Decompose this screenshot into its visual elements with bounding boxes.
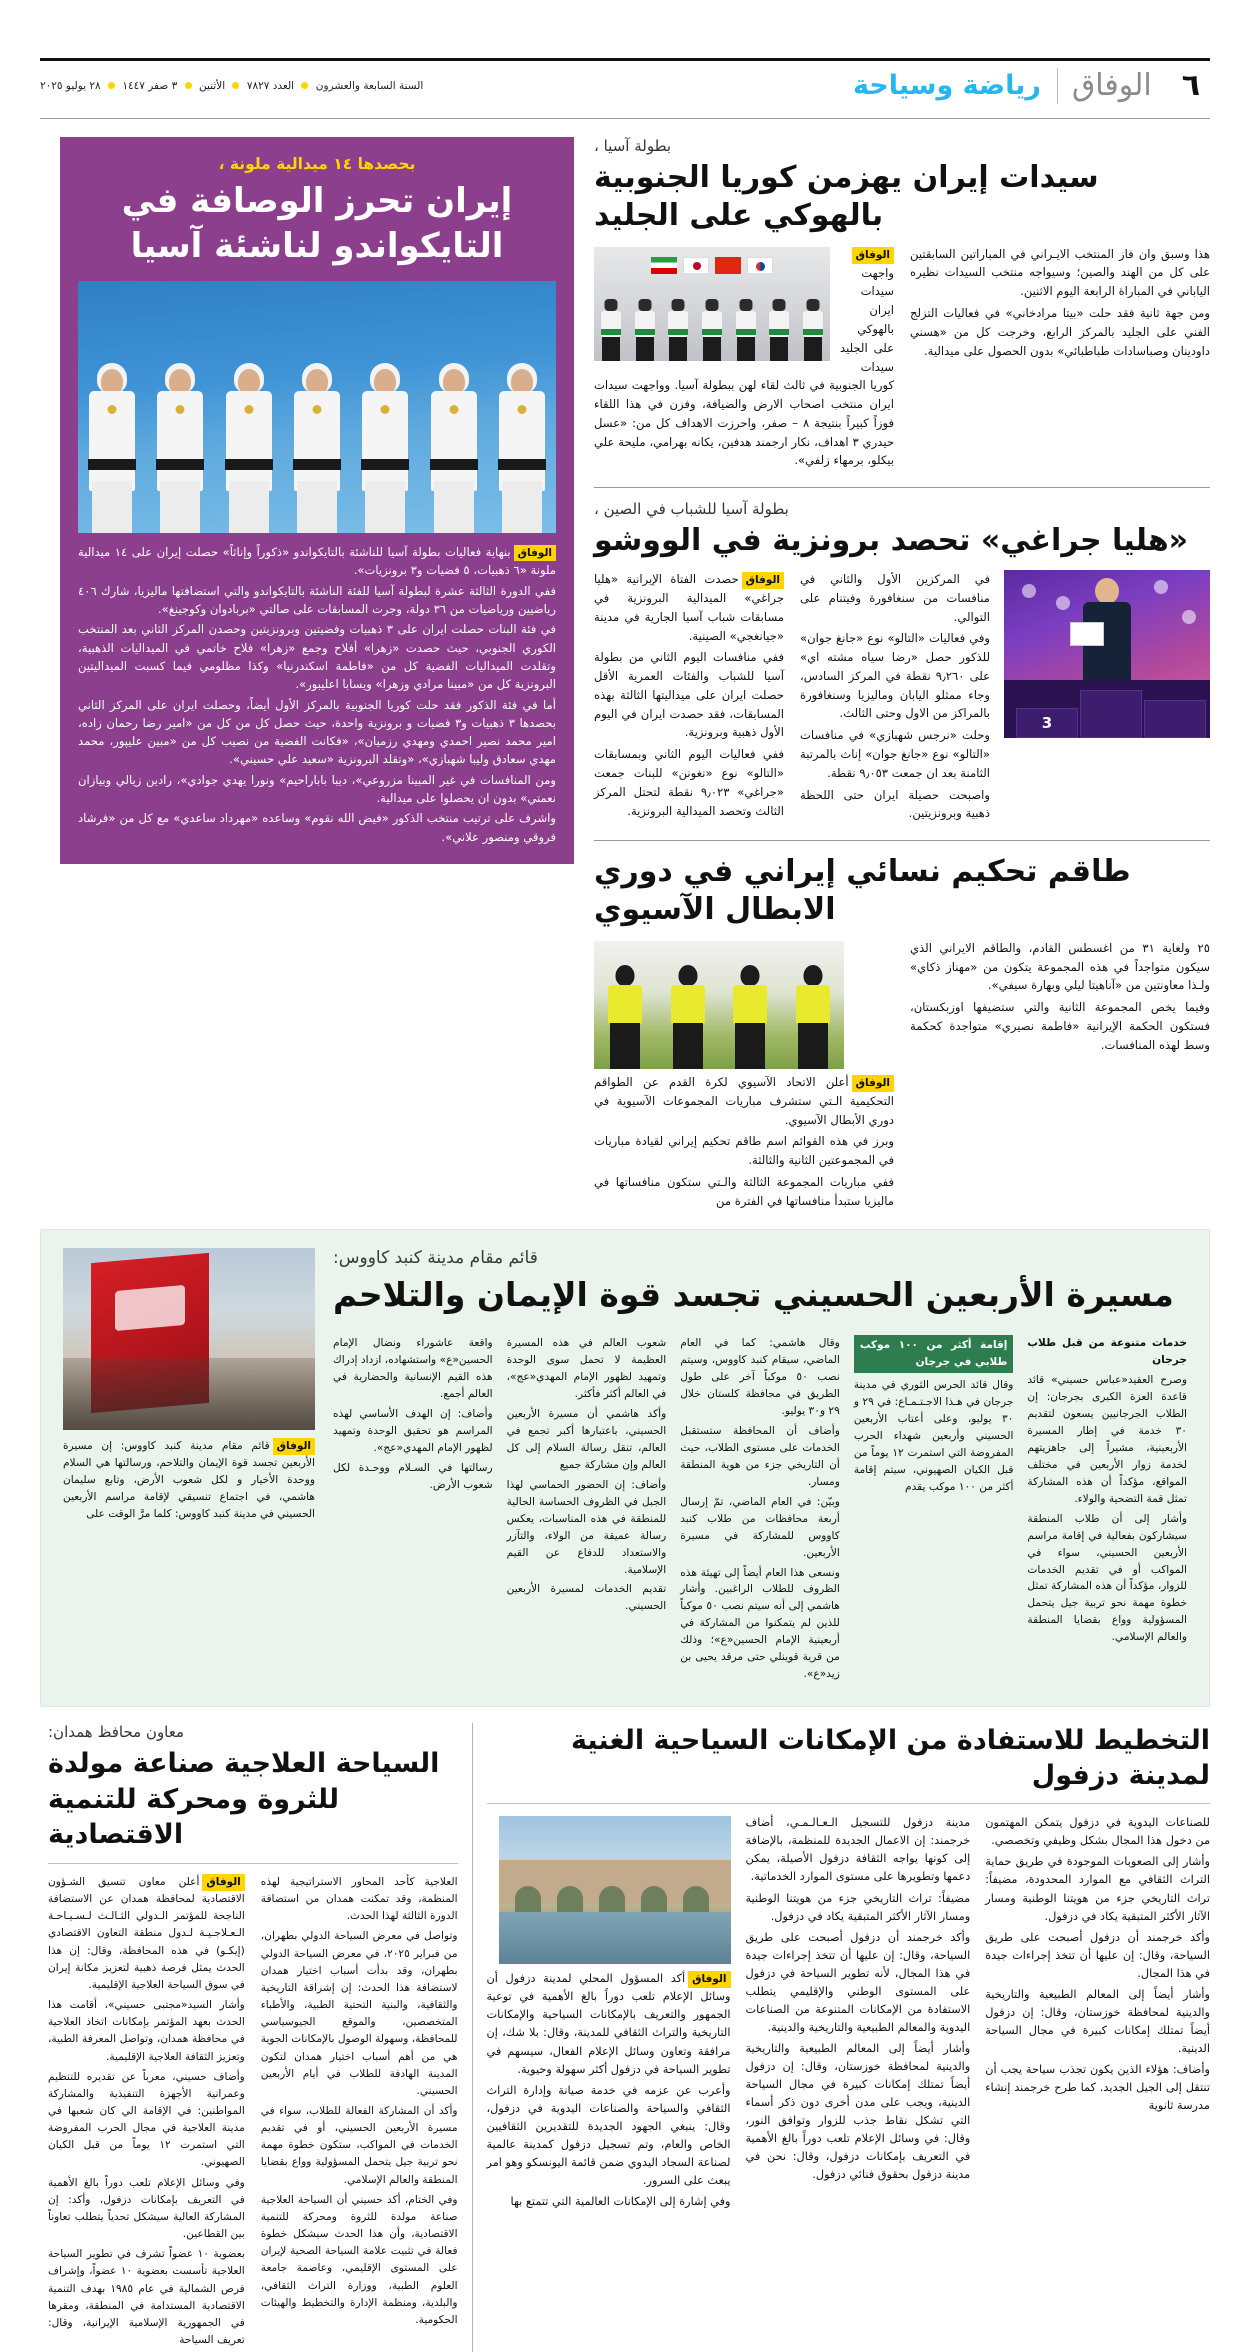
- paragraph: وبرز في هذه القوائم اسم طاقم تحكيم إيراني لقيادة مباريات في المجموعتين الثانية والثالثة.: [594, 1134, 894, 1168]
- article-hockey-col-right: [594, 245, 894, 474]
- hockey-player: [667, 299, 689, 361]
- paragraph: وأكد خرجمند أن دزفول أصبحت على طريق السياحة، وقال: إن عليها أن تتخذ إجراءات جيدة في هذا المجال.: [985, 1930, 1210, 1980]
- paragraph: [594, 570, 784, 645]
- taekwondo-athlete: [359, 363, 411, 533]
- paragraph-text: أعلن معاون تنسيق الشـؤون الاقتصادية لمحافظة همدان عن الاستضافة الناجحة للمؤتمر الـدولي الثـالـث لـسـيـاحـة الـعـلاجـيـة لـدول منطقة التعاون الاقتصادي (إيكـو) في هذه المحافظة، وقال: إن هذا الحدث يمثل فرصة ذهبية لتعزيز مكانة إيران في سوق السياحة العلاجية الإقليمية.: [48, 1875, 245, 1991]
- arbaeen-subhead-label: إقامة أكثر من ١٠٠ موكب طلابي في جرجان: [854, 1335, 1014, 1373]
- referees-group: [594, 957, 844, 1069]
- paragraph: واقعة عاشوراء ونضال الإمام الحسين«ع» واستشهاده، ازداد إدراك هذه القيم الإنسانية والحضارية في العالم أجمع.: [333, 1337, 493, 1401]
- referee-figure: [605, 965, 645, 1069]
- article-hamadan-col-1: [261, 1874, 458, 2352]
- arbaeen-body: [333, 1335, 1187, 1686]
- flag-south-korea-icon: [747, 257, 773, 274]
- podium-place-1: [1080, 690, 1142, 738]
- vefagh-byline-badge: الوفاق: [688, 1971, 730, 1988]
- arbaeen-col-4: [507, 1335, 667, 1686]
- article-dezful-col-2: [746, 1814, 971, 2214]
- paragraph: وحلت «نرجس شهبازي» في منافسات «التالو» نوع «جانغ جوان» إناث بالمرتبة الثامنة بعد ان جمعت ٩٫٠٥٣ نقطة.: [800, 728, 990, 780]
- stage-light-icon: [1022, 584, 1036, 598]
- paragraph: في المركزين الأول والثاني في منافسات من سنغافورة وفيتنام على التوالي.: [800, 571, 990, 624]
- article-hockey-col-left: [910, 245, 1210, 474]
- paragraph-text: واجهت سيدات ايران بالهوكي على الجليد سيدات كوريا الجنوبية في ثالث لقاء لهن ببطولة آسيا. وواجهت سيدات ايران منتخب اصحاب الارض والضيافة، وفزن في هذا اللقاء فوزاً كبيراً بنتيجة ٨ – صفر، واحرزت الاهداف كل من: «عسل حيدري ٣ اهداف، نكار ارجمند هدفين، يكانه بهرامي، مليحة علي بيكلو، برمهاء زلفي».: [594, 265, 894, 468]
- article-hockey-headline: سيدات إيران يهزمن كوريا الجنوبية بالهوكي على الجليد: [594, 160, 1099, 233]
- paragraph: خدمات متنوعة من قبل طلاب جرجان: [1027, 1337, 1187, 1367]
- page-number: ٦: [1181, 67, 1200, 103]
- headline-rule: [48, 1863, 458, 1864]
- flag-iran-icon: [651, 257, 677, 274]
- separator-dot-icon: [232, 82, 239, 89]
- article-dezful-headline: التخطيط للاستفادة من الإمكانات السياحية الغنية لمدينة دزفول: [571, 1725, 1210, 1792]
- article-wushu-col-right: [594, 570, 784, 826]
- paragraph: واصبحت حصيلة ايران حتى اللحظة ذهبية وبرونزيتين.: [800, 787, 990, 821]
- flag-china-icon: [715, 257, 741, 274]
- referee-figure: [730, 965, 770, 1069]
- paragraph: وأشار أيضاً إلى المعالم الطبيعية والتاريخية والدينية لمحافظة خوزستان، وقال: إن دزفول أيضاً تمتلك إمكانات كبيرة في مجال السياحة الدينية.: [985, 1987, 1210, 2055]
- article-separator: [594, 487, 1210, 488]
- feature-taekwondo: [60, 137, 574, 864]
- river-water: [499, 1912, 731, 1964]
- arbaeen-kicker: قائم مقام مدينة كنبد كاووس:: [333, 1248, 538, 1269]
- paragraph: وأضاف: هؤلاء الذين يكون تجذب سياحة يجب أن تنتقل إلى الجيل الجديد. كما طرح خرجمند إنشاء مدرسة ثانوية: [985, 2063, 1210, 2113]
- athlete-figure: [1076, 578, 1138, 682]
- arbaeen-headline: مسيرة الأربعين الحسيني تجسد قوة الإيمان والتلاحم: [333, 1275, 1174, 1315]
- article-hamadan-headline: السياحة العلاجية صناعة مولدة للثروة ومحركة للتنمية الاقتصادية: [48, 1748, 440, 1851]
- paragraph: وأكد خرجمند أن دزفول أصبحت على طريق السياحة، وقال: إن عليها أن تتخذ إجراءات جيدة في هذا المجال، لأنه تطوير السياحة في دزفول على المستوى الوطني والإقليمي يتطلب الاستفادة من الإمكانات المتنوعة من الصناعات اليدوية والمعالم الطبيعية والتاريخية والدينية.: [745, 1930, 971, 2034]
- arbaeen-col-1: [1027, 1335, 1187, 1686]
- issue-weekday: الأثنين: [198, 79, 226, 92]
- paragraph: وأضاف أن المحافظة ستستقبل الخدمات على مستوى الطلاب، حيث أن التاريخي جزء من هوية المنطقة ومسار.: [680, 1425, 840, 1488]
- paragraph: وأكد أن المشاركة الفعالة للطلاب، سواء في مسيرة الأربعين الحسيني، أو في تقديم الخدمات في المواكب، ستكون خطوة مهمة نحو تربية جيل يتحمل المسؤولية وواع بقضايا المنطقة والعالم الإسلامي.: [260, 2104, 458, 2186]
- paragraph: ومن المنافسات في غير المبينا مزروعي»، ديبا باباراحيم» ونورا يهدي جوادي»، رادين زيالي وبيازان نعمتي» بدون ان يحصلوا على ميدالية.: [78, 772, 556, 806]
- paragraph: وقال قائد الحرس الثوري في مدينة جرجان في هـذا الاجـتـمـاع: في ٢٩ و ٣٠ يوليو، وعلى أعتاب الأربعين الحسيني وأربعين شهداء الحرب المفروضة التي استمرت ١٢ يوماً من قبل الكيان الصهيوني، سيتم إقامة أكثر من ١٠٠ موكب يقدم: [853, 1378, 1014, 1493]
- article-referee: [594, 853, 1210, 1213]
- hockey-player: [768, 299, 790, 361]
- stage-light-icon: [1056, 596, 1070, 610]
- paragraph: وأعرب عن عزمه في خدمة صيانة وإدارة التراث الثقافي والسياحة والصناعات اليدوية في دزفول، وقال: ينبغي الجهود الجديدة للتقديرين الثقافيين الخاص والعام، وتم تسجيل دزفول كمدينة عالمية لصناعة السجاد اليدوي ضمن قائمة اليونسكو وهو امر يبعث على السرور.: [486, 2083, 731, 2187]
- podium: [1004, 680, 1210, 738]
- article-dezful-body: [487, 1814, 1211, 2214]
- taekwondo-athlete: [428, 363, 480, 533]
- article-dezful-col-3: [487, 1814, 731, 2214]
- paragraph: وتواصل في معرض السياحة الدولي بطهران، من فبراير ٢٠٢٥، في معرض السياحة الدولي بطهران، وقد بدأت أسباب اختيار همدان لاستضافة هذا الحدث: إن إشراقة التاريخية والثقافية، والبنية التحتية الطبية، والأطباء المتخصصين، والموقع الجيوسياسي للمحافظة، وسهولة الوصول بالإمكانات الجوية هي من أهم أسباب اختيار همدان لتكون المدينة الهادفة للطلاب في أيام الأربعين الحسيني.: [260, 1930, 458, 2097]
- paragraph: وفي فعاليات «التالو» نوع «جانغ جوان» للذكور حصل «رضا سياه مشته اي» على ٩٫٢٦٠ نقطة في المركز السادس، وجاء ممثلو اليابان وماليزيا وسنغافورة بالمراكز من الاول وحتى الثالث.: [800, 631, 990, 721]
- paragraph-text: حصدت الفتاة الإيرانية «هليا جراغي» الميدالية البرونزية في مسابقات شباب آسيا الجارية في مدينة «جيانغجي» الصينية.: [594, 571, 784, 643]
- article-referee-body: [594, 939, 1210, 1214]
- paragraph: هذا وسبق وان فاز المنتخب الايـراني في المباراتين السابقتين على كل من الهند والصين؛ وسيواجه منتخب السيدات نظيره الياباني في المباراة الرابعة اليوم الاثنين.: [910, 246, 1210, 299]
- paragraph: ونسعى هذا العام أيضاً إلى تهيئة هذه الظروف للطلاب الراغبين. وأشار هاشمي إلى أنه سيتم نصب ٥٠ موكباً للذين لم يتمكنوا من المشاركة في أربعينية الإمام الحسين«ع»؛ وذلك من قرية قوينلي حتى مرقد يحيى بن زيد«ع».: [680, 1566, 840, 1681]
- hockey-player: [600, 299, 622, 361]
- newspaper-page: [0, 58, 1250, 2346]
- separator-dot-icon: [185, 82, 192, 89]
- stage-light-icon: [1154, 580, 1168, 594]
- issue-line: [40, 80, 423, 92]
- bridge-arch-icon: [683, 1886, 709, 1912]
- arbaeen-col-2: [854, 1335, 1014, 1686]
- feature-kicker: بحصدها ١٤ ميدالية ملونة ،: [218, 155, 416, 173]
- top-left-column: [588, 137, 1210, 1213]
- article-hamadan-kicker: معاون محافظ همدان:: [48, 1723, 185, 1742]
- top-right-column: [60, 137, 588, 1213]
- hockey-player: [735, 299, 757, 361]
- article-wushu-kicker: بطولة آسيا للشباب في الصين ،: [594, 500, 789, 519]
- photo-arbaeen-procession: [63, 1248, 315, 1430]
- paragraph: وفي وسائل الإعلام تلعب دوراً بالغ الأهمية في التعريف بإمكانات دزفول، وأكد: إن المشاركة العالية سيشكل تحدياً يتطلب تعاوناً بين القطاعين.: [48, 2176, 245, 2241]
- article-wushu-headline: «هليا جراغي» تحصد برونزية في الووشو: [594, 523, 1188, 559]
- paragraph: وأشار أيضاً إلى المعالم الطبيعية والتاريخية والدينية لمحافظة خوزستان، وقال: إن دزفول أيضاً تمتلك إمكانات كبيرة في مجال السياحة الدينية، ويجب على مدن أخرى دون ذكر أسماء التي تشكل نقاط جذب للزوار وتوافق النور، وقال: في وسائل الإعلام تلعب دوراً بالغ الأهمية في التعريف بإمكانات دزفول، وقال: نحن في مدينة دزفول بحقوق فنائي دزفول.: [745, 2042, 971, 2182]
- article-dezful-col-1: [985, 1814, 1210, 2214]
- paragraph: وأكد هاشمي أن مسيرة الأربعين الحسيني، باعتبارها أكبر تجمع في العالم، تنقل رسالة السلام إلى كل العالم وإن مشاركة جميع: [506, 1408, 667, 1471]
- referee-figure: [668, 965, 708, 1069]
- paragraph: رسالتها في السـلام ووحـدة لكل شعوب الأرض.: [333, 1461, 493, 1491]
- paragraph: وأضاف: إن الهدف الأساسي لهذه المراسم هو تحقيق الوحدة وتمهيد لظهور الإمام المهدي«عج».: [333, 1408, 493, 1454]
- paragraph: ففي فعاليات اليوم الثاني وبمسابقات «التالو» نوع «نغونن» للبنات جمعت «جراغي» ٩٫٠٢٣ نقطة لتحتل المركز الثالث وتحصد الميدالية البرونزية.: [594, 747, 785, 818]
- section-title: رياضة وسياحة: [852, 69, 1041, 101]
- flags-row: [594, 257, 830, 274]
- paragraph: في فئة البنات حصلت ايران على ٣ ذهبيات وفضيتين وبرونزيتين وحصدن المركز الثاني بعد المنتخب الكوري الجنوبي، حيث حصدت «زهرا» أفلاح وجمع «زهرا» فلاح خاتمي في الميداليات الذهبية، وتقلدت الميداليات الفضية كل من «فاطمة اسكندرنيا» وكذا مظلومي فيما كسبت الميداليتين البرونزية كل من «مبينا مرادي وزهرا» ويسابا اعليبور».: [78, 622, 556, 692]
- vefagh-byline-badge: الوفاق: [742, 572, 784, 589]
- paragraph: وأشار إلى الصعوبات الموجودة في طريق حماية التراث الثقافي مع الموارد المحدودة، مضيفاً: تراث التاريخي جزء من هويتنا الوطنية ومسار الآثار الأكثر المتبقية يكاد في دزفول.: [985, 1855, 1210, 1923]
- paragraph: [48, 1874, 245, 1994]
- photo-female-referees: [594, 941, 844, 1069]
- paragraph: وبيّن: في العام الماضي، تمّ إرسال أربعة محافظات من طلاب كنبد كاووس للمشاركة في مسيرة الأربعين.: [680, 1495, 840, 1559]
- hockey-player: [634, 299, 656, 361]
- taekwondo-athlete: [86, 363, 138, 533]
- paragraph: ٢٥ ولغاية ٣١ من اغسطس القادم، والطاقم الايراني الذي سيكون متواجداً في هذه المجموعة يتكون من «مهناز ذكاي» ولـذا معاونتين من «آناهيتا ليلي وبهارة سيفي».: [910, 940, 1211, 993]
- vefagh-byline-badge: الوفاق: [514, 545, 556, 562]
- paragraph: [78, 543, 556, 580]
- vefagh-byline-badge: الوفاق: [202, 1874, 244, 1891]
- article-hockey-body: [594, 245, 1210, 474]
- certificate-icon: [1070, 622, 1104, 646]
- photo-dezful-bridge: [499, 1816, 731, 1964]
- issue-year: السنة السابعة والعشرون: [315, 79, 424, 92]
- paragraph: ففي منافسات اليوم الثاني من بطولة آسيا للشباب والفئات العمرية الأقل حصلت ايران على ميداليتها الثالثة بهذه المسابقات، فقد حصدت ايران في اليوم الأول ذهبية وبرونزية.: [594, 650, 784, 740]
- article-referee-col-left: [910, 939, 1210, 1214]
- paragraph: وأشار إلى أن طلاب المنطقة سيشاركون بفعالية في إقامة مراسم الأربعين الحسيني، سواء في المواكب أو في تقديم الخدمات للزوار، مؤكداً أن هذه المشاركة تمثل خطوة مهمة نحو تربية جيل يتحمل المسؤولية وواع بقضايا المنطقة والعالم الإسلامي.: [1027, 1512, 1187, 1644]
- caption-text: قائم مقام مدينة كنبد كاووس: إن مسيرة الأربعين تجسد قوة الإيمان والتلاحم، ورسالتها هي السلام ووحدة الأخيار و لكل شعوب الأرض، وتابع سليمان هاشمي، في اجتماع تنسيقي لإقامة مراسم الأربعين الحسيني في مدينة كنبد كاووس: كلما مرَّ الوقت على: [63, 1440, 315, 1521]
- article-hockey: [594, 137, 1210, 473]
- taekwondo-athlete: [154, 363, 206, 533]
- vefagh-byline-badge: الوفاق: [852, 247, 894, 264]
- paragraph-text: أعلن الاتحاد الآسيوي لكرة القدم عن الطواقم التحكيمية الـتي ستشرف مباريات المجموعات الآسيوية في دوري الأبطال الآسيوي.: [594, 1074, 894, 1127]
- arbaeen-caption: [63, 1438, 315, 1523]
- arbaeen-section: [40, 1229, 1210, 1707]
- taekwondo-athlete: [496, 363, 548, 533]
- masthead-divider: [1057, 68, 1058, 104]
- paragraph: العلاجية كأحد المحاور الاستراتيجية لهذه المنظمة، وقد تمكنت همدان من استضافة الدورة الثالثة لهذا الحدث.: [260, 1875, 458, 1923]
- paragraph-text: بنهاية فعاليات بطولة آسيا للناشئة بالتايكواندو «ذكوراً وإناثاً» حصلت إيران على ١٤ ميدالية ملونة «٦ ذهبيات، ٥ فضيات و٣ برونزيات».: [78, 544, 556, 578]
- paragraph: وفي الختام، أكد حسيني أن السياحة العلاجية صناعة مولدة للثروة ومحركة للتنمية الاقتصادية، وأن هذا الحدث سيشكل خطوة فعالة في تثبيت علامة السياحة الصحية لإيران على المستوى الإقليمي، وعاصمة جامعة العلوم الطبية، ووزارة التراث الثقافي، والبلدية، ومنظمة الإدارة والتخطيط والهيئات الحكومية.: [260, 2193, 458, 2326]
- taekwondo-athletes-group: [78, 343, 556, 533]
- masthead: [40, 58, 1210, 104]
- paragraph: وأشار السيد«مجتبى حسيني»، أقامت هذا الحدث بعهد المؤتمر بإمكانات اتخاذ العلاجية في محافظة همدان، وتواصل المعرفة الطبية، وتعزيز الثقافة العلاجية الإقليمية.: [48, 1999, 245, 2063]
- feature-body: [78, 543, 556, 846]
- photo-taekwondo-team: [78, 281, 556, 533]
- article-hamadan-col-2: [48, 1874, 245, 2352]
- bridge-arch-icon: [599, 1886, 625, 1912]
- vefagh-byline-badge: الوفاق: [852, 1075, 894, 1092]
- taekwondo-athlete: [223, 363, 275, 533]
- bridge-arch-icon: [557, 1886, 583, 1912]
- flag-japan-icon: [683, 257, 709, 274]
- paragraph: وأضاف حسيني، معرباً عن تقديره للتنظيم وعمرانية الأجهزة التنفيذية والمشاركة المواطنين: في الإقامة الي كان شعبها في مدينة العلاجية في مجال الحرب المفروضة التي استمرت ١٢ يوماً من قبل الكيان الصهيوني.: [48, 2070, 245, 2169]
- article-dezful: [487, 1723, 1211, 2352]
- taekwondo-athlete: [291, 363, 343, 533]
- issue-number: العدد ٧٨٢٧: [246, 79, 295, 92]
- arbaeen-photo-group: [63, 1248, 315, 1523]
- article-referee-col-right: [594, 939, 894, 1214]
- photo-hockey-team: [594, 247, 830, 361]
- arbaeen-crowd: [63, 1358, 315, 1430]
- article-hamadan-body: [48, 1874, 458, 2352]
- paragraph: وفي إشارة إلى الإمكانات العالمية التي تتمتع بها: [510, 2195, 731, 2208]
- issue-gregorian-date: ٢٨ يوليو ٢٠٢٥: [40, 79, 101, 92]
- paragraph: وصرح العقيد«عباس حسيني» قائد قاعدة العزة الكبرى بجرجان: إن الطلاب الجرجانيين يسعون لتقديم ٣٠ خدمة في إطار المسيرة الأربعينية، مشيراً إلى جاهزيتهم لخدمة زوار الأربعين في مختلف المواقع، مؤكداً أن هذه المشاركة تمثل قمة التضحية والولاء.: [1027, 1374, 1187, 1505]
- arbaeen-col-5: [333, 1335, 493, 1686]
- masthead-brand-group: [837, 68, 1210, 104]
- hockey-player: [802, 299, 824, 361]
- arbaeen-col-3: [680, 1335, 840, 1686]
- article-wushu-body: [594, 570, 990, 826]
- paragraph: وفيما يخص المجموعة الثانية والتي ستضيفها اوزبكستان، فستكون الحكمة الإيرانية «فاطمة نصيري» متواجدة كحكمة وسط لهذه المنافسات.: [910, 1000, 1210, 1052]
- issue-hijri-date: ٣ صفر ١٤٤٧: [122, 79, 178, 92]
- article-hamadan: [40, 1723, 458, 2352]
- paragraph: أما في فئة الذكور فقد حلت كوريا الجنوبية بالمركز الأول أيضاً، وحصلت ايران على المركز الثاني بحصدها ٣ ذهبيات و٣ فضيات و برونزية واحدة، حيث حصل كل من كل من «امير رضا رحمان زاده، امير محمد نصير احمدي ومهدي رزميان»، «فكانت الفضية من نصيب كل من «مبين عليپور، محمد مهدي سعادق وليبا شهبازي»، «وتقلد البرونزية «سعيد علي حسيني».: [78, 697, 557, 767]
- vertical-divider: [472, 1723, 473, 2352]
- hockey-players-group: [594, 289, 830, 361]
- hockey-player: [701, 299, 723, 361]
- bridge-arch-icon: [641, 1886, 667, 1912]
- paragraph: وقال هاشمي: كما في العام الماضي، سيقام كنبد كاووس، وسيتم نصب ٥٠ موكباً آخر على طول الطريق في محافظة كلستان خلال ٢٩ و٣٠ يوليو.: [680, 1337, 840, 1418]
- article-wushu: [594, 500, 1210, 826]
- bridge-arch-icon: [515, 1886, 541, 1912]
- arbaeen-header: [63, 1248, 1187, 1686]
- bottom-zone: [40, 1723, 1210, 2352]
- paragraph: واشرف على ترتيب منتخب الذكور «فيض الله نقوم» وساعده «مهرداد ساعدي» مع كل من «فرشاد فروقي ومنصور علاني».: [78, 811, 556, 844]
- paragraph: بعضوية ١٠ عضواً تشرف في تطوير السياحة العلاجية تأسست بعضوية ١٠ عضواً، وإشراف فرص الشمالية في عام ١٩٨٥ بهدف التنمية الاقتصادية المستدامة في المنطقة، ومقرها في الجمهورية الإسلامية الإيرانية، وقال: تعريف السياحة: [48, 2248, 245, 2346]
- paragraph-text: أكد المسؤول المحلي لمدينة دزفول أن وسائل الإعلام تلعب دوراً بالغ الأهمية في توعية الجمهور والتعريف بالإمكانات السياحية والإمكانات التاريخية والتراث الثقافي للمدينة، وقال: بلا شك، إن مرافقة وتعاون وسائل الإعلام الفعال، سيسهم في تطوير السياحة في دزفول أكثر سهولة وحيوية.: [486, 1972, 731, 2076]
- vefagh-byline-badge: الوفاق: [273, 1438, 315, 1455]
- paragraph: وأضاف: إن الحضور الحماسي لهذا الجبل في الظروف الحساسة الحالية للمنطقة في هذه المناسبات، يعكس رسالة عميقة من الولاء، والتآزر والاستعداد للدفاع عن القيم الإسلامية.: [506, 1478, 667, 1576]
- paragraph: شعوب العالم في هذه المسيرة العظيمة لا تحمل سوى الوحدة وتمهيد لظهور الإمام المهدي«عج»، في العالم أكثر فأكثر.: [506, 1337, 667, 1401]
- stage-light-icon: [1182, 610, 1196, 624]
- article-hockey-kicker: بطولة آسيا ،: [594, 137, 672, 155]
- separator-dot-icon: [108, 82, 115, 89]
- paragraph: للصناعات اليدوية في دزفول يتمكن المهتمون من دخول هذا المجال بشكل وظيفي وتخصصي.: [985, 1816, 1210, 1848]
- photo-wushu-podium: [1004, 570, 1210, 738]
- feature-headline: إيران تحرز الوصافة في التايكواندو لناشئة آسيا: [121, 181, 513, 266]
- separator-dot-icon: [301, 82, 308, 89]
- paragraph: تقديم الخدمات لمسيرة الأربعين الحسيني.: [506, 1583, 667, 1613]
- paragraph: مضيفاً: تراث التاريخي جزء من هويتنا الوطنية ومسار الآثار الأكثر المتبقية يكاد في دزفول.: [745, 1891, 971, 1923]
- paragraph: ومن جهة ثانية فقد حلت «بيتا مرادخاني» في فعاليات التزلج الفني على الجليد بالمركز الرابع، وخرجت كل من «هسني داودينان وصباسادات طباطبائي» بدون الحصول على ميدالية.: [910, 305, 1210, 358]
- headline-rule: [487, 1803, 1211, 1804]
- top-zone: [40, 137, 1210, 1213]
- article-referee-headline: طاقم تحكيم نسائي إيراني في دوري الابطال الآسيوي: [594, 854, 1131, 927]
- podium-place-2: [1144, 700, 1206, 738]
- referee-figure: [793, 965, 833, 1069]
- newspaper-brand: الوفاق: [1071, 68, 1152, 103]
- paragraph: مدينة دزفول للتسجيل الـعـالـمـي، أضاف خرجمند: إن الاعمال الجديدة للمنظمة، بالإضافة إلى كونها يواجه الثقافة دزفول الأصيلة، يمكن دعمها وتطويرها على مستوى الموارد الخدماتية.: [745, 1816, 971, 1884]
- arbaeen-title-group: [315, 1248, 1187, 1686]
- podium-place-3: 3: [1016, 708, 1078, 738]
- masthead-rule: [40, 118, 1210, 119]
- article-wushu-col-left: [800, 570, 990, 826]
- article-separator: [594, 840, 1210, 841]
- paragraph: ففي الدورة الثالثة عشرة لبطولة آسيا للفئة الناشئة بالتايكواندو والتي استضافتها ماليزيا، شارك ٤٠٦ رياضيين ورياضيات من ٣٦ دولة، وجرت المسابقات على صالتي «بربادوان وكوجينغ».: [78, 583, 556, 616]
- paragraph: ففي مباريات المجموعة الثالثة والـتي ستكون منافساتها في ماليزيا ستبدأ منافساتها في الفترة من: [594, 1174, 894, 1208]
